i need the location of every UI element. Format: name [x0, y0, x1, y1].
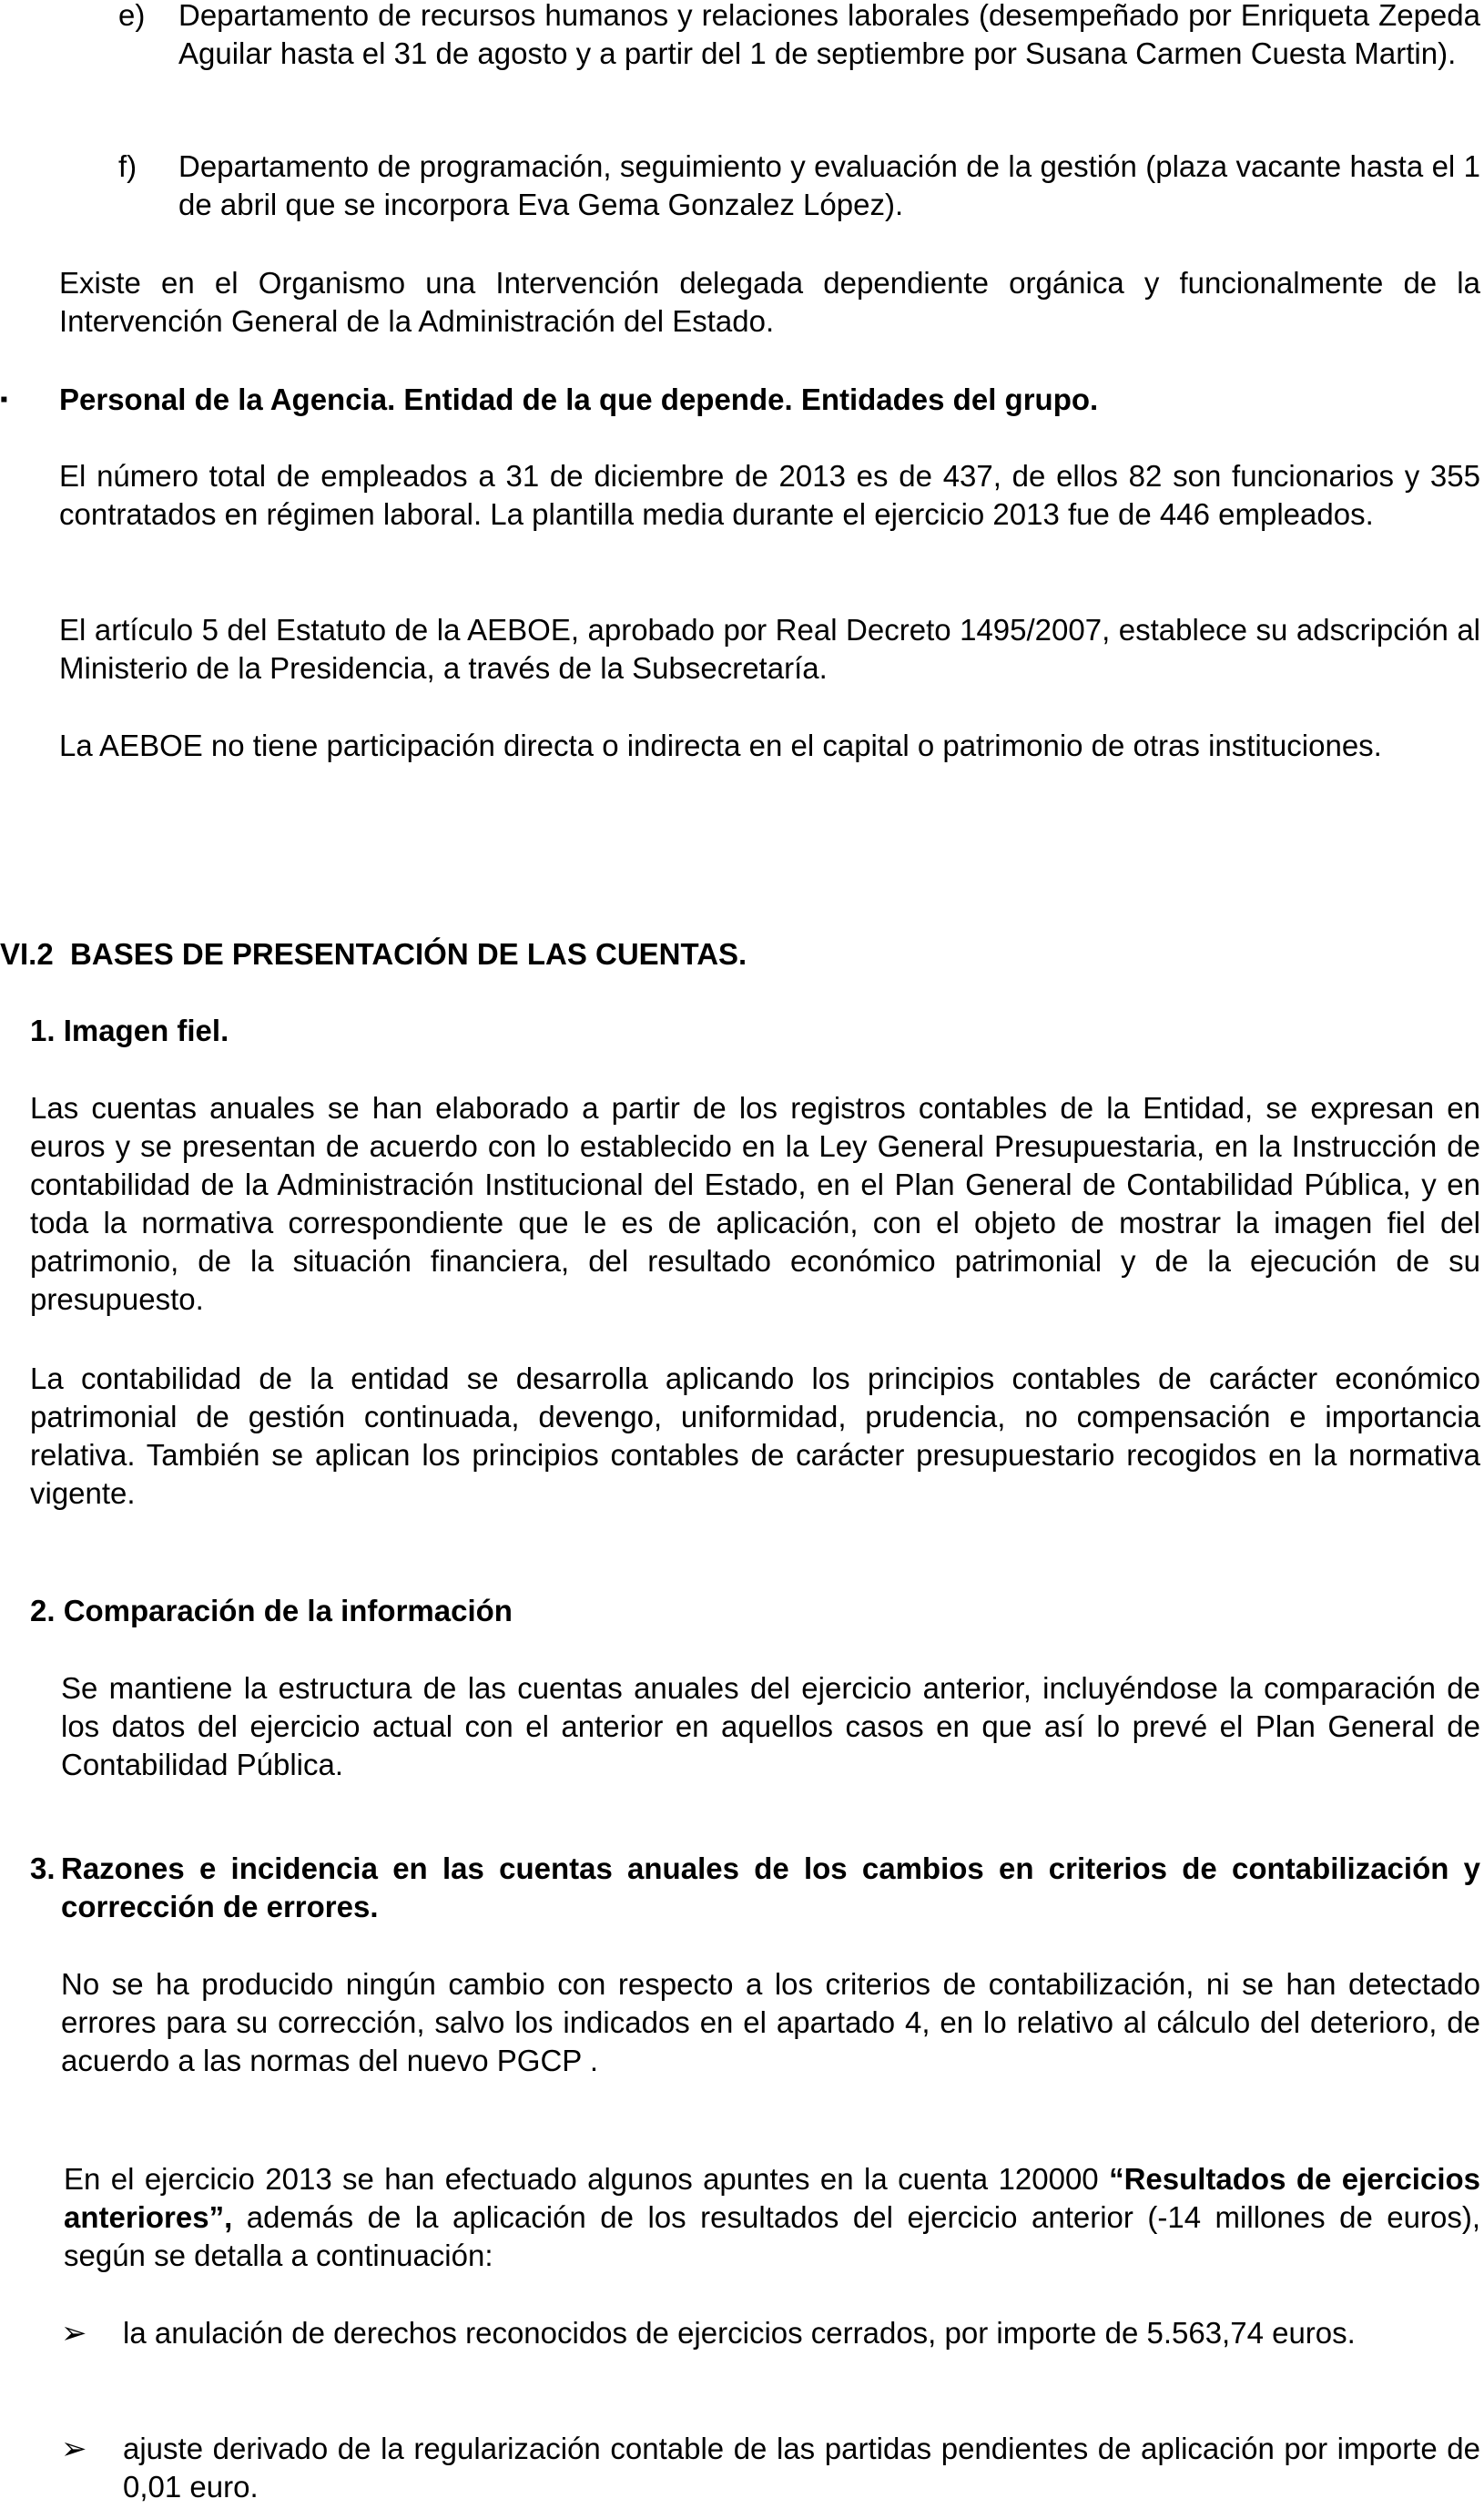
razones-paragraph-2-lead: En el ejercicio 2013 se han efectuado algunos apuntes en la cuenta 120000 — [64, 2162, 1110, 2196]
razones-heading: Razones e incidencia en las cuentas anuales de los cambios en criterios de contabilización y corrección de errores. — [61, 1851, 1480, 1923]
personal-paragraph-2: El artículo 5 del Estatuto de la AEBOE, aprobado por Real Decreto 1495/2007, establece su adscripción al Ministerio de la Presidencia, a través de la Subsecretaría. — [59, 613, 1480, 685]
razones-number: 3. — [30, 1851, 56, 1885]
razones-paragraph-2 — [64, 2160, 1480, 2275]
arrow-bullet-icon: ➢ — [61, 2432, 87, 2466]
personal-heading: Personal de la Agencia. Entidad de la que depende. Entidades del grupo. — [59, 382, 1099, 416]
imagen-fiel-paragraph-1: Las cuentas anuales se han elaborado a partir de los registros contables de la Entidad, se expresan en euros y se presentan de acuerdo con lo establecido en la Ley General Presupuestaria, en la Instrucción de contabilidad de la Administración Institucional del Estado, en el Plan General de Contabilidad Pública, y en toda la normativa correspondiente que le es de aplicación, con el objeto de mostrar la imagen fiel del patrimonio, de la situación financiera, del resultado económico patrimonial y de la ejecución de su presupuesto. — [30, 1091, 1480, 1316]
arrow-bullet-icon: ➢ — [61, 2316, 87, 2351]
comparacion-paragraph: Se mantiene la estructura de las cuentas anuales del ejercicio anterior, incluyéndose la comparación de los datos del ejercicio actual con el anterior en aquellos casos en que así lo prevé el Plan General de Contabilidad Pública. — [61, 1671, 1480, 1781]
razones-account-name: “Resultados de ejercicios anteriores”, — [64, 2162, 1480, 2234]
imagen-fiel-paragraph-2: La contabilidad de la entidad se desarrolla aplicando los principios contables de carácter económico patrimonial de gestión continuada, devengo, uniformidad, prudencia, no compensación e importancia relativa. También se aplican los principios contables de carácter presupuestario recogidos en la normativa vigente. — [30, 1362, 1480, 1510]
paragraph-intervencion: Existe en el Organismo una Intervención delegada dependiente orgánica y funcionalmente de la Intervención General de la Administración del Estado. — [59, 266, 1480, 338]
razones-paragraph-2-tail: además de la aplicación de los resultados del ejercicio anterior (-14 millones de euros), según se detalla a continuación: — [64, 2200, 1480, 2272]
list-marker-e: e) — [118, 0, 146, 32]
imagen-fiel-heading: 1. Imagen fiel. — [30, 1014, 229, 1047]
comparacion-heading: 2. Comparación de la información — [30, 1594, 513, 1627]
square-bullet-icon: ▪ — [0, 387, 8, 412]
section-title: VI.2 BASES DE PRESENTACIÓN DE LAS CUENTAS. — [0, 937, 747, 971]
list-item-e: Departamento de recursos humanos y relaciones laborales (desempeñado por Enriqueta Zepeda Aguilar hasta el 31 de agosto y a partir del 1 de septiembre por Susana Carmen Cuesta Martin). — [178, 0, 1480, 70]
razones-bullet-1: la anulación de derechos reconocidos de ejercicios cerrados, por importe de 5.563,74 euros. — [123, 2316, 1356, 2350]
personal-paragraph-3: La AEBOE no tiene participación directa o indirecta en el capital o patrimonio de otras instituciones. — [59, 729, 1382, 762]
razones-bullet-2: ajuste derivado de la regularización contable de las partidas pendientes de aplicación por importe de 0,01 euro. — [123, 2432, 1480, 2504]
razones-paragraph-1: No se ha producido ningún cambio con respecto a los criterios de contabilización, ni se han detectado errores para su corrección, salvo los indicados en el apartado 4, en lo relativo al cálculo del deterioro, de acuerdo a las normas del nuevo PGCP . — [61, 1967, 1480, 2077]
list-marker-f: f) — [118, 149, 137, 183]
list-item-f: Departamento de programación, seguimiento y evaluación de la gestión (plaza vacante hasta el 1 de abril que se incorpora Eva Gema Gonzalez López). — [178, 149, 1480, 221]
personal-paragraph-1: El número total de empleados a 31 de diciembre de 2013 es de 437, de ellos 82 son funcionarios y 355 contratados en régimen laboral. La plantilla media durante el ejercicio 2013 fue de 446 empleados. — [59, 459, 1480, 531]
